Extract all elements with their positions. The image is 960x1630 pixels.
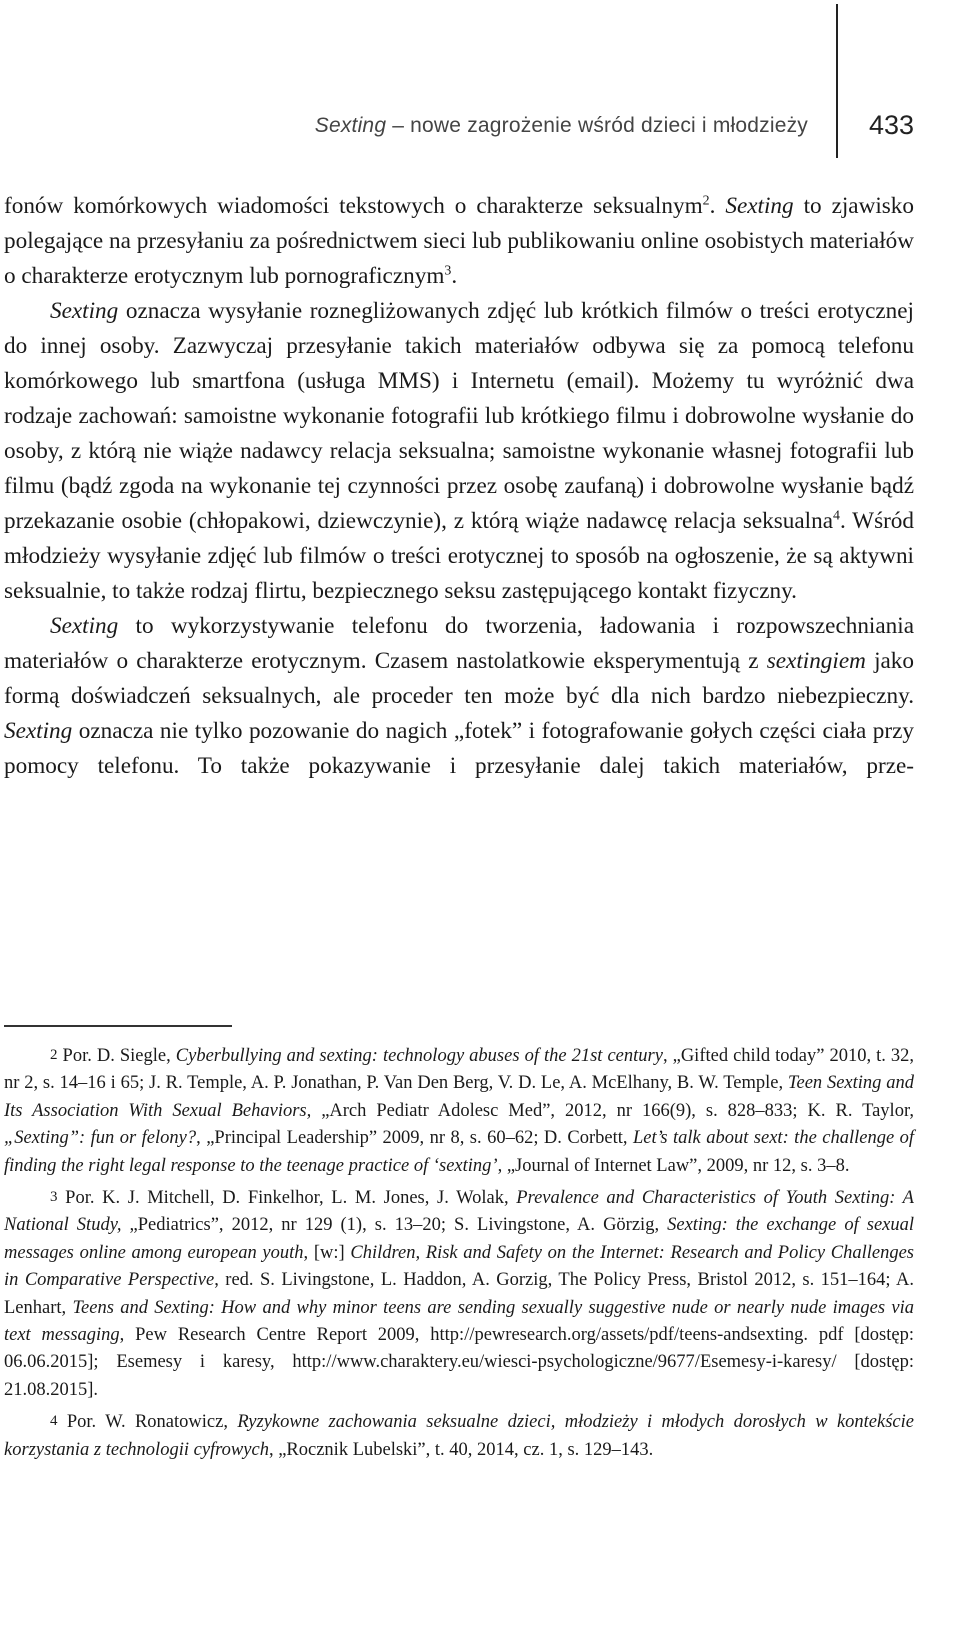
italic-title: Let’s talk about sext: the challenge of finding the right legal response to the teenage practice of ‘sexting’ xyxy=(4,1128,915,1176)
footnote-ref-2[interactable]: 2 xyxy=(702,193,710,209)
italic-title: Prevalence and Characteristics of Youth Sexting: A National Study, xyxy=(4,1188,914,1236)
text-run: to zjawisko polegające na przesyłaniu za pośrednictwem sieci lub publikowaniu online osobistych materiałów o charakterze erotycznym lub pornograficznym xyxy=(4,193,914,289)
italic-title: Teens and Sexting: How and why minor teens are sending sexually suggestive nude or nearly nude images via text messaging xyxy=(4,1297,914,1346)
footnote-mark: 3 xyxy=(50,1189,58,1206)
paragraph-3 xyxy=(4,609,914,784)
footnote-divider xyxy=(4,1025,232,1027)
footnotes xyxy=(4,1042,914,1468)
paragraph-1 xyxy=(4,189,914,294)
header-divider xyxy=(836,4,838,158)
running-title-rest: – nowe zagrożenie wśród dzieci i młodzieży xyxy=(386,114,808,137)
italic-title: Cyberbullying and sexting: technology abuses of the 21st century xyxy=(175,1046,663,1066)
italic-term: Sexting xyxy=(725,193,794,219)
text-run: , „Journal of Internet Law”, 2009, nr 12, s. 3–8. xyxy=(497,1155,850,1176)
text-run: . Wśród młodzieży wysyłanie zdjęć lub filmów o treści erotycznej to sposób na ogłoszenie, że są aktywni seksualnie, to także rodzaj flirtu, bezpiecznego seksu zastępującego kontakt fizyczny. xyxy=(4,508,914,604)
italic-title: Ryzykowne zachowania seksualne dzieci, młodzieży i młodych dorosłych w kontekście korzystania z technologii cyfrowych xyxy=(4,1412,914,1460)
footnote-mark: 2 xyxy=(50,1047,58,1063)
footnote-3 xyxy=(4,1184,914,1404)
text-run: Por. D. Siegle, xyxy=(57,1046,176,1066)
text-run: to wykorzystywanie telefonu do tworzenia, ładowania i rozpowszechniania materiałów o charakterze erotycznym. Czasem nastolatkowie eksperymentują z xyxy=(4,613,914,674)
italic-term: Sexting xyxy=(50,298,119,324)
page-header xyxy=(0,96,960,162)
italic-term: Sexting xyxy=(50,613,119,639)
italic-title: „Sexting”: fun or felony? xyxy=(4,1128,197,1149)
footnote-ref-4[interactable]: 4 xyxy=(833,508,840,524)
text-run: „Arch Pediatr Adolesc Med”, 2012, nr 166(9), s. 828–833; K. R. Taylor, xyxy=(311,1100,914,1121)
body-text xyxy=(4,189,914,784)
text-run: jako formą doświadczeń seksualnych, ale proceder ten może być dla nich bardzo niebezpieczny. xyxy=(4,648,914,709)
footnote-2 xyxy=(4,1042,914,1180)
paragraph-2 xyxy=(4,294,914,609)
footnote-mark: 4 xyxy=(50,1413,58,1430)
running-title xyxy=(315,114,808,138)
text-run: , Pew Research Centre Report 2009, http://pewresearch.org/assets/pdf/teens-andsexting. pdf [dostęp: 06.06.2015]; Esemesy i karesy, http://www.charaktery.eu/wiesci-psychologiczne/9677/Esemesy-i-karesy/ [dostęp: 21.08.2015]. xyxy=(4,1325,914,1400)
text-run: , „Gifted child today” 2010, t. 32, nr 2, s. 14–16 i 65; J. R. Temple, A. P. Jonathan, P. Van Den Berg, V. D. Le, A. McElhany, B. W. Temple, xyxy=(4,1046,915,1094)
text-run: , „Rocznik Lubelski”, t. 40, 2014, cz. 1, s. 129–143. xyxy=(268,1439,654,1460)
text-run: oznacza nie tylko pozowanie do nagich „fotek” i fotografowanie gołych części ciała przy pomocy telefonu. To także pokazywanie i przesyłanie dalej takich materiałów, prze- xyxy=(4,718,914,779)
text-run: Por. K. J. Mitchell, D. Finkelhor, L. M. Jones, J. Wolak, xyxy=(57,1188,517,1209)
text-run: . xyxy=(451,263,458,289)
italic-title: Children, Risk and Safety on the Internet: Research and Policy Challenges in Comparative Perspective xyxy=(4,1242,914,1291)
text-run: „Pediatrics”, 2012, nr 129 (1), s. 13–20; S. Livingstone, A. Görzig, xyxy=(121,1215,668,1236)
footnote-ref-3[interactable]: 3 xyxy=(444,263,452,279)
text-run: , „Principal Leadership” 2009, nr 8, s. 60–62; D. Corbett, xyxy=(196,1128,633,1149)
page-number: 433 xyxy=(868,110,914,140)
text-run: . xyxy=(709,193,726,219)
italic-term: sextingiem xyxy=(766,648,866,674)
footnote-4 xyxy=(4,1408,914,1464)
running-title-italic: Sexting xyxy=(314,114,387,137)
italic-title: Sexting: the exchange of sexual messages online among european youth xyxy=(4,1215,915,1263)
text-run: , [w:] xyxy=(303,1242,351,1263)
italic-title: Teen Sexting and Its Association With Sexual Behaviors, xyxy=(4,1073,914,1121)
text-run: fonów komórkowych wiadomości tekstowych o charakterze seksualnym xyxy=(4,193,703,219)
text-run: Por. W. Ronatowicz, xyxy=(57,1412,238,1433)
italic-term: Sexting xyxy=(4,718,73,744)
text-run: , red. S. Livingstone, L. Haddon, A. Gorzig, The Policy Press, Bristol 2012, s. 151–164; A. Lenhart, xyxy=(4,1270,914,1318)
text-run: oznacza wysyłanie roznegliżowanych zdjęć lub krótkich filmów o treści erotycznej do innej osoby. Zazwyczaj przesyłanie takich materiałów odbywa się za pomocą telefonu komórkowego lub smartfona (usługa MMS) i Internetu (email). Możemy tu wyróżnić dwa rodzaje zachowań: samoistne wykonanie fotografii lub krótkiego filmu i dobrowolne wysłanie do osoby, z którą nie wiąże nadawcy relacja seksualna; samoistne wykonanie własnej fotografii lub filmu (bądź zgoda na wykonanie tej czynności przez osobę zaufaną) i dobrowolne wysłanie bądź przekazanie osobie (chłopakowi, dziewczynie), z którą wiąże nadawcę relacja seksualna xyxy=(4,298,914,534)
